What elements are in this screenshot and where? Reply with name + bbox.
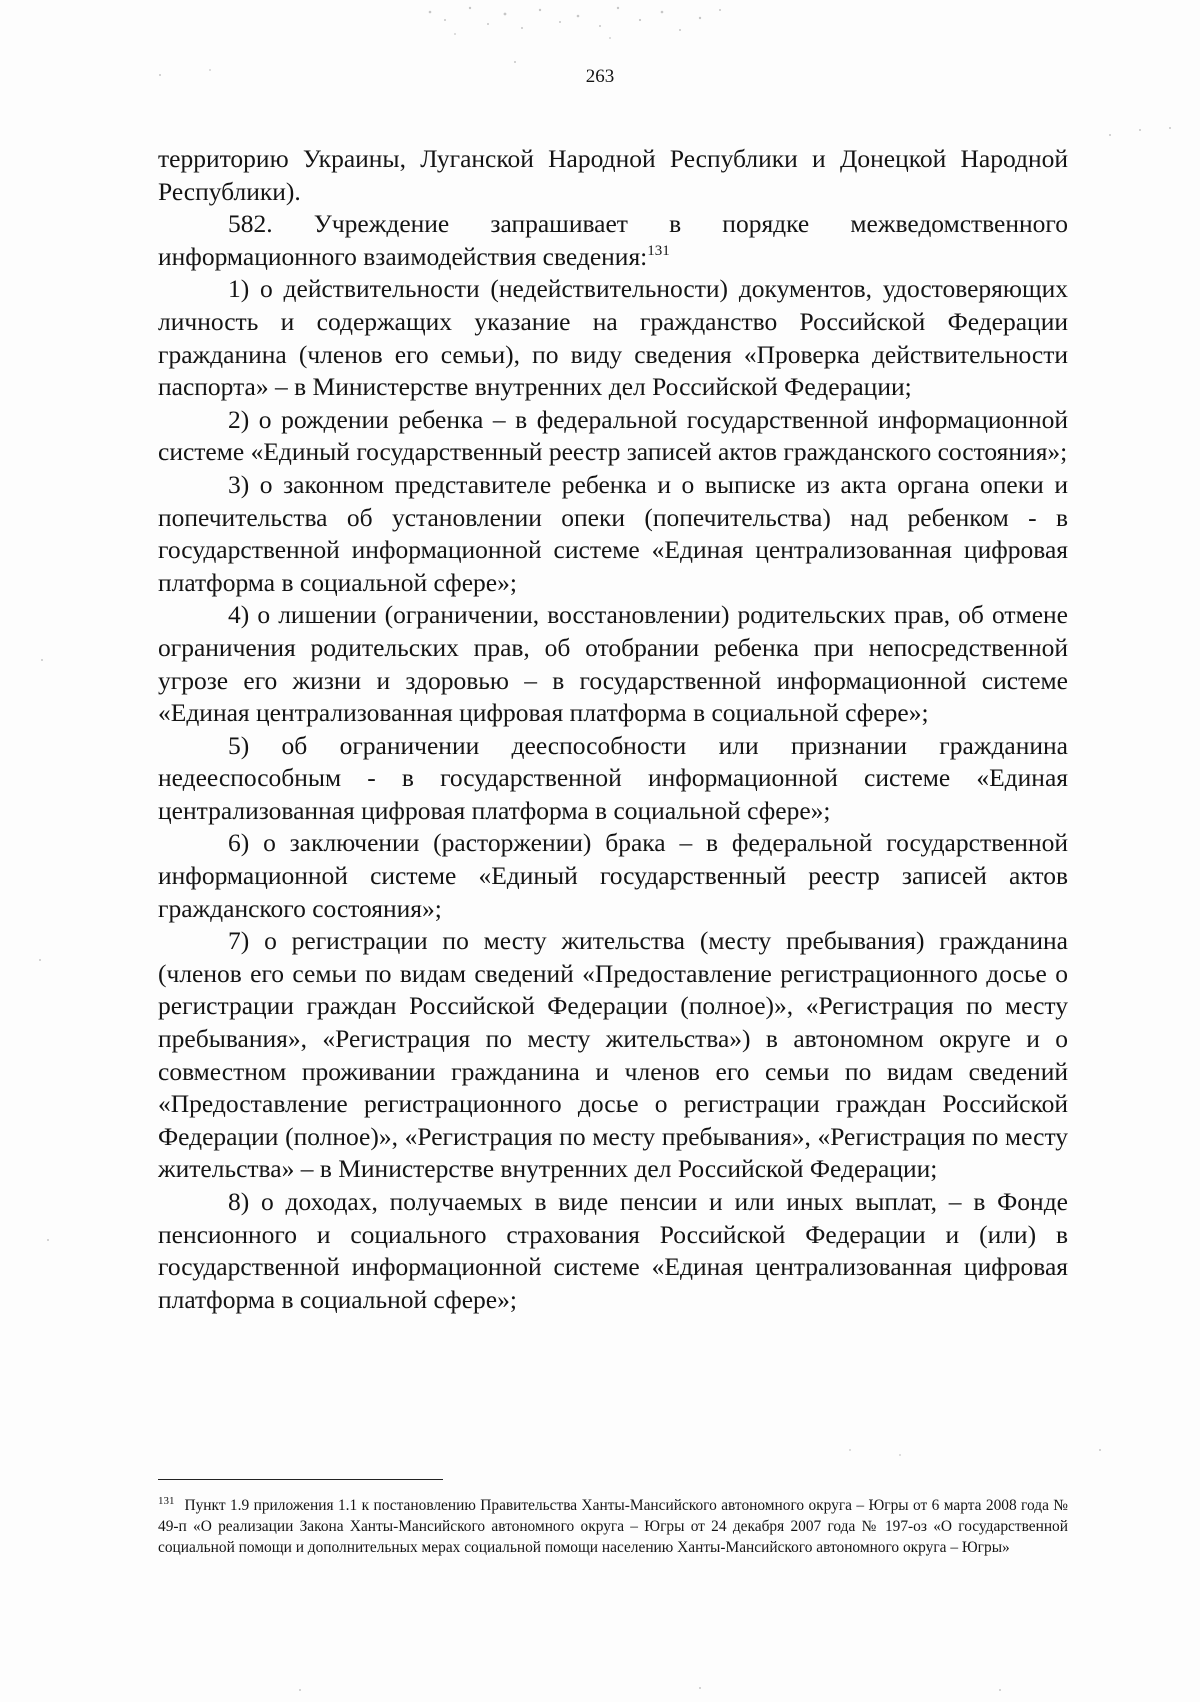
document-body bbox=[158, 143, 1068, 1316]
list-item-2: 2) о рождении ребенка – в федеральной государственной информационной системе «Единый государственный реестр записей актов гражданского состояния»; bbox=[158, 404, 1068, 467]
paragraph-582 bbox=[158, 208, 1068, 273]
footnote bbox=[158, 1495, 1068, 1558]
list-item-7: 7) о регистрации по месту жительства (месту пребывания) гражданина (членов его семьи по видам сведений «Предоставление регистрационного досье о регистрации граждан Российской Федерации (полное)», «Регистрация по месту пребывания», «Регистрация по месту жительства») в автономном округе и о совместном проживании гражданина и членов его семьи по видам сведений «Предоставление регистрационного досье о регистрации граждан Российской Федерации (полное)», «Регистрация по месту пребывания», «Регистрация по месту жительства» – в Министерстве внутренних дел Российской Федерации; bbox=[158, 926, 1068, 1184]
footnote-text: Пункт 1.9 приложения 1.1 к постановлению Правительства Ханты-Мансийского автономного округа – Югры от 6 марта 2008 года № 49-п «О реализации Закона Ханты-Мансийского автономного округа – Югры от 24 декабря 2007 года № 197-оз «О государственной социальной помощи и дополнительных мерах социальной помощи населению Ханты-Мансийского автономного округа – Югры» bbox=[158, 1497, 1068, 1556]
page-number: 263 bbox=[585, 66, 615, 87]
list-item-8: 8) о доходах, получаемых в виде пенсии и или иных выплат, – в Фонде пенсионного и социального страхования Российской Федерации и (или) в государственной информационной системе «Единая централизованная цифровая платформа в социальной сфере»; bbox=[158, 1187, 1068, 1314]
list-item-5: 5) об ограничении дееспособности или признании гражданина недееспособным - в государственной информационной системе «Единая централизованная цифровая платформа в социальной сфере»; bbox=[158, 730, 1068, 825]
list-item-4: 4) о лишении (ограничении, восстановлении) родительских прав, об отмене ограничения родительских прав, об отобрании ребенка при непосредственной угрозе его жизни и здоровью – в государственной информационной системе «Единая централизованная цифровая платформа в социальной сфере»; bbox=[158, 600, 1068, 728]
footnote-separator bbox=[158, 1479, 443, 1480]
footnote-reference[interactable]: 131 bbox=[647, 242, 670, 259]
footnote-number: 131 bbox=[158, 1495, 175, 1507]
list-item-6: 6) о заключении (расторжении) брака – в федеральной государственной информационной системе «Единый государственный реестр записей актов гражданского состояния»; bbox=[158, 828, 1068, 923]
list-item-1: 1) о действительности (недействительности) документов, удостоверяющих личность и содержащих указание на гражданство Российской Федерации гражданина (членов его семьи), по виду сведения «Проверка действительности паспорта» – в Министерстве внутренних дел Российской Федерации; bbox=[158, 274, 1068, 402]
paragraph-582-text: 582. Учреждение запрашивает в порядке межведомственного информационного взаимодействия сведения: bbox=[158, 209, 1068, 271]
paragraph-continuation: территорию Украины, Луганской Народной Республики и Донецкой Народной Республики). bbox=[158, 144, 1068, 206]
list-item-3: 3) о законном представителе ребенка и о выписке из акта органа опеки и попечительства об установлении опеки (попечительства) над ребенком - в государственной информационной системе «Единая централизованная цифровая платформа в социальной сфере»; bbox=[158, 469, 1068, 597]
